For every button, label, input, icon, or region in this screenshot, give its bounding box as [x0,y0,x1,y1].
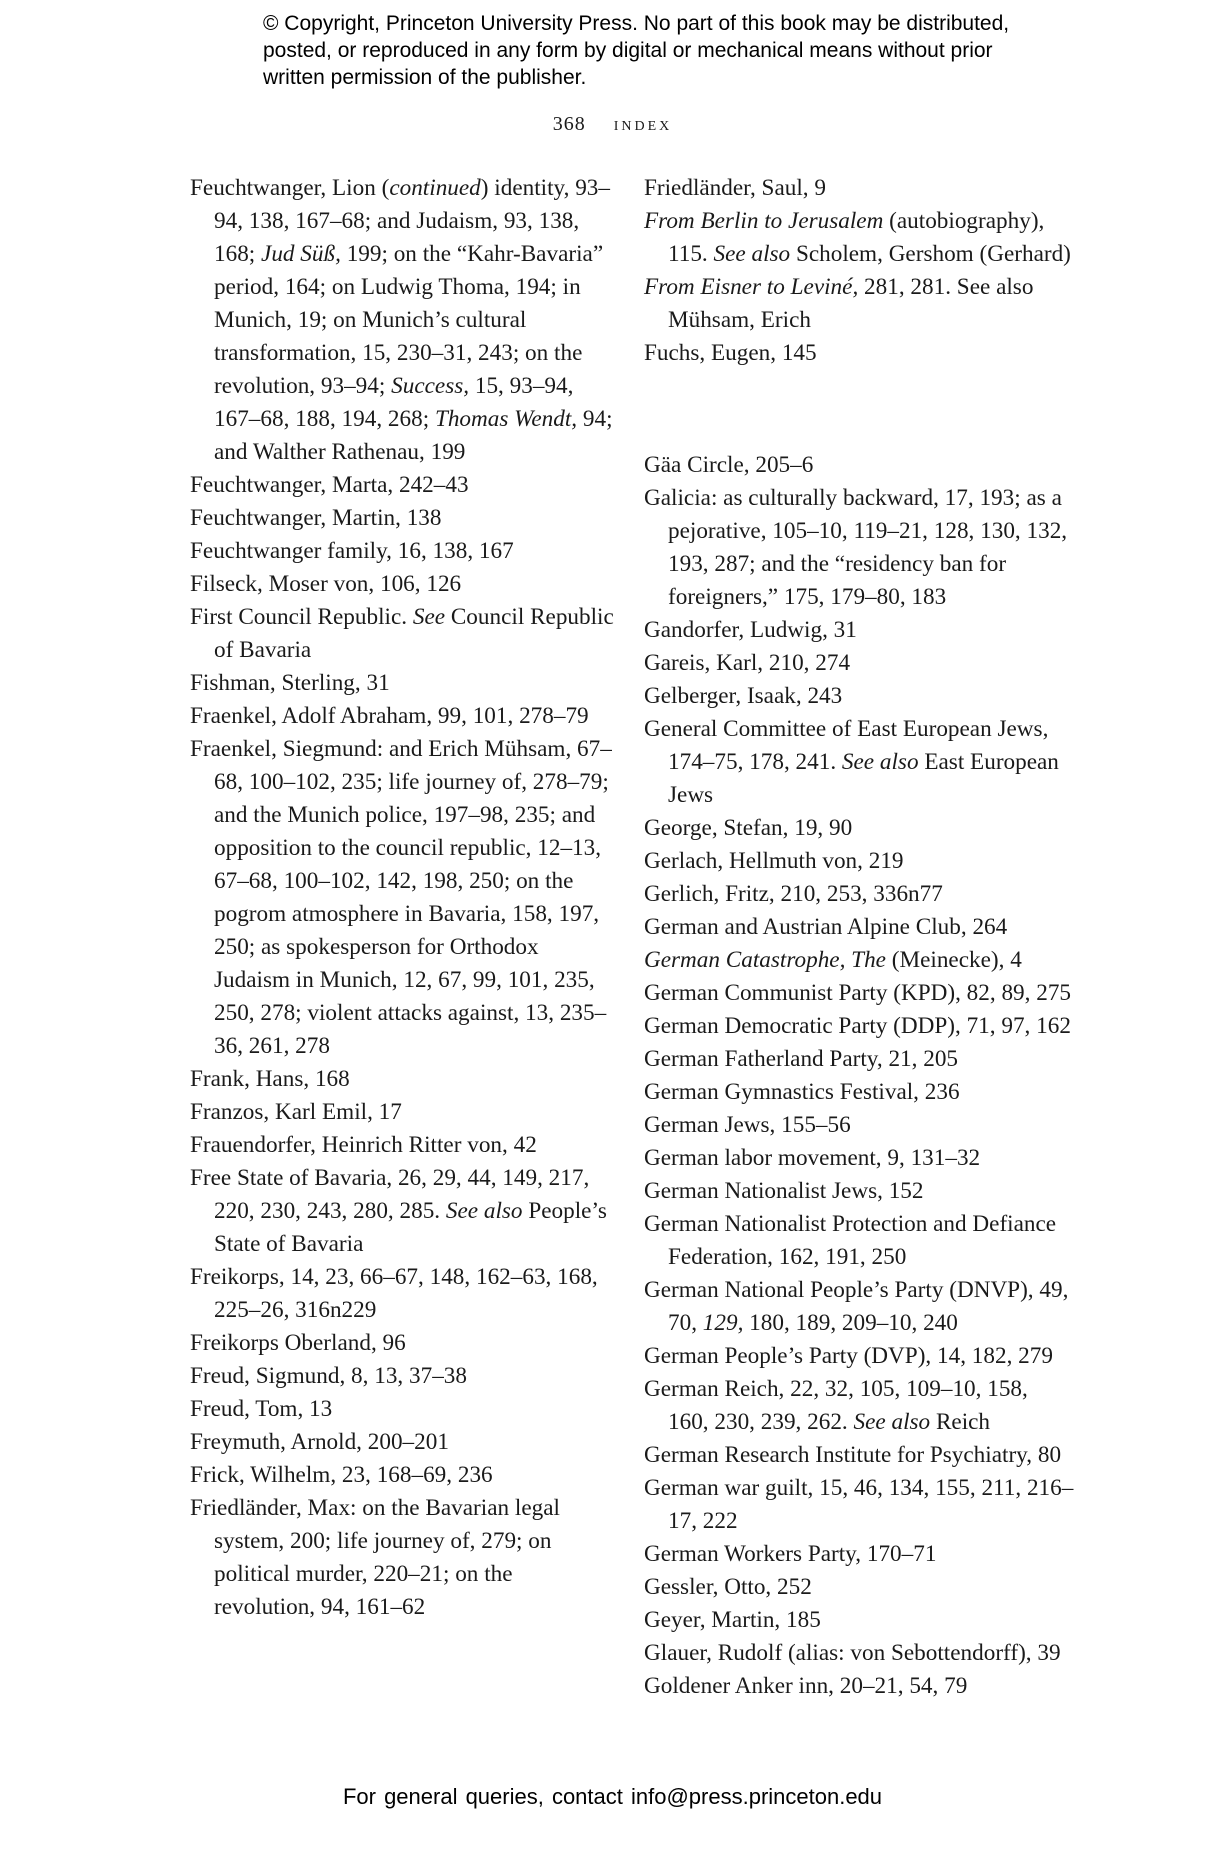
index-entry: Fraenkel, Adolf Abraham, 99, 101, 278–79 [190,703,589,729]
index-entry: German Fatherland Party, 21, 205 [644,1046,959,1073]
letter-group-gap [644,393,1074,426]
index-entry: Gessler, Otto, 252 [644,1574,812,1601]
index-entry: German Gymnastics Festival, 236 [644,1079,960,1106]
index-entry: Freikorps, 14, 23, 66–67, 148, 162–63, 168, 225–26, 316n229 [190,1264,598,1323]
index-entry: From Eisner to Leviné, 281, 281. See also Mühsam, Erich [644,274,1034,333]
index-entry: Gandorfer, Ludwig, 31 [644,617,857,644]
index-entry: Fuchs, Eugen, 145 [644,340,817,366]
index-entry: German Nationalist Jews, 152 [644,1178,924,1205]
index-entry: German People’s Party (DVP), 14, 182, 279 [644,1343,1053,1370]
index-entry: German and Austrian Alpine Club, 264 [644,914,1008,941]
page-number: 368 [552,113,586,135]
index-entry: From Berlin to Jerusalem (autobiography), 115. See also Scholem, Gershom (Gerhard) [644,208,1071,267]
index-entry: German Communist Party (KPD), 82, 89, 275 [644,980,1072,1007]
index-entry: German labor movement, 9, 131–32 [644,1145,981,1172]
index-entry: Franzos, Karl Emil, 17 [190,1099,402,1125]
index-entry: Friedländer, Max: on the Bavarian legal system, 200; life journey of, 279; on political murder, 220–21; on the revolution, 94, 161–62 [190,1495,560,1620]
index-entry: Goldener Anker inn, 20–21, 54, 79 [644,1673,968,1700]
index-entry: Frick, Wilhelm, 23, 168–69, 236 [190,1462,493,1488]
index-entry: Feuchtwanger, Marta, 242–43 [190,472,469,498]
index-entry: Feuchtwanger, Lion (continued) identity, 93–94, 138, 167–68; and Judaism, 93, 138, 168; Jud Süß, 199; on the “Kahr-Bavaria” period, 164; on Ludwig Thoma, 194; in Munich, 19; on Munich’s cultural transformation, 15, 230–31, 243; on the revolution, 93–94; Success, 15, 93–94, 167–68, 188, 194, 268; Thomas Wendt, 94; and Walther Rathenau, 199 [190,175,613,465]
index-entry: Gerlach, Hellmuth von, 219 [644,848,904,875]
running-head [0,113,1225,136]
index-entry: General Committee of East European Jews, 174–75, 178, 241. See also East European Jews [644,716,1059,809]
index-entry: German Reich, 22, 32, 105, 109–10, 158, 160, 230, 239, 262. See also Reich [644,1376,1028,1436]
index-entry: German National People’s Party (DNVP), 49, 70, 129, 180, 189, 209–10, 240 [644,1277,1069,1337]
index-entry: George, Stefan, 19, 90 [644,815,853,842]
index-entry: Freud, Tom, 13 [190,1396,333,1422]
index-entry: German Nationalist Protection and Defiance Federation, 162, 191, 250 [644,1211,1057,1271]
index-entry: Filseck, Moser von, 106, 126 [190,571,462,597]
index-entry: Frauendorfer, Heinrich Ritter von, 42 [190,1132,537,1158]
index-entry: Geyer, Martin, 185 [644,1607,821,1634]
index-entry: Free State of Bavaria, 26, 29, 44, 149, 217, 220, 230, 243, 280, 285. See also People’s State of Bavaria [190,1165,607,1257]
footer-contact: For general queries, contact info@press.princeton.edu [342,1784,883,1809]
index-entry: Frank, Hans, 168 [190,1066,350,1092]
index-entry: German Democratic Party (DDP), 71, 97, 162 [644,1013,1071,1040]
index-entry: Freikorps Oberland, 96 [190,1330,406,1356]
index-entry: German Catastrophe, The (Meinecke), 4 [644,947,1022,974]
index-entry: Feuchtwanger, Martin, 138 [190,505,442,531]
index-column-right [644,172,1074,1703]
index-entry: German Workers Party, 170–71 [644,1541,937,1568]
index-entry: Gerlich, Fritz, 210, 253, 336n77 [644,881,943,908]
section-title: index [613,113,673,135]
index-entry: Fishman, Sterling, 31 [190,670,390,696]
index-entry: Galicia: as culturally backward, 17, 193; as a pejorative, 105–10, 119–21, 128, 130, 132, 193, 287; and the “residency ban for foreigners,” 175, 179–80, 183 [644,485,1068,611]
index-entry: Freymuth, Arnold, 200–201 [190,1429,449,1455]
index-entry: German Jews, 155–56 [644,1112,851,1139]
index-entry: German Research Institute for Psychiatry, 80 [644,1442,1062,1469]
index-entry: German war guilt, 15, 46, 134, 155, 211, 216–17, 222 [644,1475,1074,1535]
index-entry: First Council Republic. See Council Republic of Bavaria [190,604,614,663]
index-entry: Feuchtwanger family, 16, 138, 167 [190,538,514,564]
index-entry: Glauer, Rudolf (alias: von Sebottendorff), 39 [644,1640,1061,1667]
index-entry: Friedländer, Saul, 9 [644,175,826,201]
copyright-notice: © Copyright, Princeton University Press. No part of this book may be distributed, posted, or reproduced in any form by digital or mechanical means without prior written permission of the publisher. [263,12,1010,89]
index-column-left [190,172,618,1624]
index-entry: Gelberger, Isaak, 243 [644,683,843,710]
index-entry: Gäa Circle, 205–6 [644,452,814,479]
index-entry: Gareis, Karl, 210, 274 [644,650,851,677]
index-entry: Freud, Sigmund, 8, 13, 37–38 [190,1363,467,1389]
index-entry: Fraenkel, Siegmund: and Erich Mühsam, 67–68, 100–102, 235; life journey of, 278–79; and the Munich police, 197–98, 235; and opposition to the council republic, 12–13, 67–68, 100–102, 142, 198, 250; on the pogrom atmosphere in Bavaria, 158, 197, 250; as spokesperson for Orthodox Judaism in Munich, 12, 67, 99, 101, 235, 250, 278; violent attacks against, 13, 235–36, 261, 278 [190,736,612,1059]
